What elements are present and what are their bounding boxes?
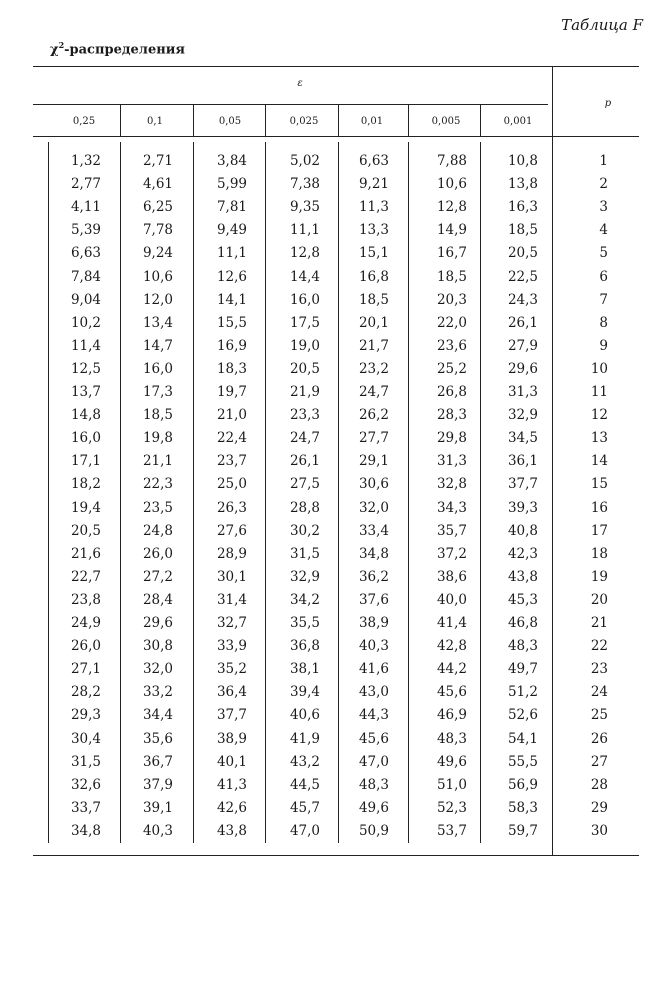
table-cell: 53,7 bbox=[436, 822, 467, 839]
p-value: 20 bbox=[590, 591, 608, 608]
table-cell: 39,3 bbox=[507, 499, 538, 516]
table-cell: 31,5 bbox=[289, 545, 320, 562]
table-cell: 26,1 bbox=[289, 453, 320, 470]
p-value: 19 bbox=[590, 568, 608, 585]
col-header-0-05: 0,05 bbox=[218, 116, 242, 127]
p-header: p bbox=[604, 98, 612, 109]
table-cell: 36,4 bbox=[216, 684, 247, 701]
table-cell: 43,0 bbox=[358, 684, 389, 701]
table-cell: 20,3 bbox=[436, 291, 467, 308]
table-cell: 16,0 bbox=[70, 430, 101, 447]
table-cell: 44,5 bbox=[289, 776, 320, 793]
col-header-0-1: 0,1 bbox=[147, 116, 163, 127]
table-cell: 29,8 bbox=[436, 430, 467, 447]
table-cell: 19,0 bbox=[289, 337, 320, 354]
col-header-0-25: 0,25 bbox=[72, 116, 96, 127]
header-col-separator bbox=[480, 104, 481, 136]
p-value: 23 bbox=[590, 661, 608, 678]
table-cell: 32,9 bbox=[289, 568, 320, 585]
header-col-separator bbox=[338, 104, 339, 136]
table-cell: 9,24 bbox=[142, 245, 173, 262]
table-cell: 24,8 bbox=[142, 522, 173, 539]
table-cell: 12,5 bbox=[70, 360, 101, 377]
p-value: 29 bbox=[590, 799, 608, 816]
table-cell: 40,6 bbox=[289, 707, 320, 724]
table-cell: 58,3 bbox=[507, 799, 538, 816]
table-cell: 21,7 bbox=[358, 337, 389, 354]
table-cell: 47,0 bbox=[358, 753, 389, 770]
p-value: 17 bbox=[590, 522, 608, 539]
table-cell: 24,7 bbox=[289, 430, 320, 447]
table-cell: 49,6 bbox=[358, 799, 389, 816]
body-col-separator bbox=[120, 142, 121, 843]
p-value: 16 bbox=[590, 499, 608, 516]
table-cell: 39,4 bbox=[289, 684, 320, 701]
table-cell: 12,8 bbox=[436, 199, 467, 216]
table-cell: 5,39 bbox=[70, 222, 101, 239]
table-cell: 9,35 bbox=[289, 199, 320, 216]
table-cell: 25,2 bbox=[436, 360, 467, 377]
table-cell: 26,2 bbox=[358, 407, 389, 424]
p-value: 15 bbox=[590, 476, 608, 493]
table-cell: 12,0 bbox=[142, 291, 173, 308]
table-cell: 52,3 bbox=[436, 799, 467, 816]
table-cell: 34,8 bbox=[358, 545, 389, 562]
table-cell: 20,5 bbox=[289, 360, 320, 377]
table-cell: 13,4 bbox=[142, 314, 173, 331]
table-cell: 21,0 bbox=[216, 407, 247, 424]
p-value: 30 bbox=[590, 822, 608, 839]
table-cell: 16,8 bbox=[358, 268, 389, 285]
table-cell: 32,6 bbox=[70, 776, 101, 793]
table-cell: 31,5 bbox=[70, 753, 101, 770]
table-cell: 14,1 bbox=[216, 291, 247, 308]
table-cell: 10,2 bbox=[70, 314, 101, 331]
table-cell: 15,1 bbox=[358, 245, 389, 262]
header-col-separator bbox=[120, 104, 121, 136]
table-cell: 42,3 bbox=[507, 545, 538, 562]
table-cell: 31,4 bbox=[216, 591, 247, 608]
table-cell: 26,0 bbox=[70, 638, 101, 655]
table-cell: 22,4 bbox=[216, 430, 247, 447]
table-cell: 34,5 bbox=[507, 430, 538, 447]
table-cell: 21,6 bbox=[70, 545, 101, 562]
table-cell: 28,2 bbox=[70, 684, 101, 701]
title-superscript: 2 bbox=[58, 40, 65, 50]
table-cell: 40,8 bbox=[507, 522, 538, 539]
table-cell: 4,61 bbox=[142, 176, 173, 193]
table-cell: 45,6 bbox=[358, 730, 389, 747]
p-value: 11 bbox=[590, 384, 608, 400]
table-cell: 18,5 bbox=[358, 291, 389, 308]
table-cell: 41,4 bbox=[436, 615, 467, 631]
table-cell: 32,0 bbox=[358, 499, 389, 516]
table-cell: 45,3 bbox=[507, 591, 538, 608]
table-cell: 35,2 bbox=[216, 661, 247, 678]
table-cell: 37,2 bbox=[436, 545, 467, 562]
table-cell: 25,0 bbox=[216, 476, 247, 493]
table-cell: 19,7 bbox=[216, 384, 247, 400]
header-bottom-rule bbox=[33, 136, 639, 137]
header-col-separator bbox=[193, 104, 194, 136]
table-cell: 34,8 bbox=[70, 822, 101, 839]
table-cell: 11,4 bbox=[70, 337, 101, 354]
table-cell: 32,7 bbox=[216, 615, 247, 631]
table-cell: 18,3 bbox=[216, 360, 247, 377]
table-cell: 7,38 bbox=[289, 176, 320, 193]
table-cell: 10,6 bbox=[436, 176, 467, 193]
table-cell: 48,3 bbox=[507, 638, 538, 655]
table-cell: 2,71 bbox=[142, 153, 173, 169]
table-cell: 40,3 bbox=[142, 822, 173, 839]
p-value: 24 bbox=[590, 684, 608, 701]
table-cell: 43,8 bbox=[216, 822, 247, 839]
table-cell: 36,7 bbox=[142, 753, 173, 770]
table-cell: 35,6 bbox=[142, 730, 173, 747]
table-cell: 41,6 bbox=[358, 661, 389, 678]
table-cell: 10,6 bbox=[142, 268, 173, 285]
table-cell: 26,1 bbox=[507, 314, 538, 331]
table-cell: 29,1 bbox=[358, 453, 389, 470]
table-cell: 11,3 bbox=[358, 199, 389, 216]
table-cell: 20,5 bbox=[507, 245, 538, 262]
p-value: 2 bbox=[599, 176, 608, 193]
table-cell: 13,3 bbox=[358, 222, 389, 239]
table-cell: 9,21 bbox=[358, 176, 389, 193]
table-cell: 18,5 bbox=[142, 407, 173, 424]
body-col-separator bbox=[408, 142, 409, 843]
table-cell: 35,7 bbox=[436, 522, 467, 539]
table-title bbox=[50, 40, 185, 57]
epsilon-header: ε bbox=[297, 78, 303, 89]
table-cell: 46,8 bbox=[507, 615, 538, 631]
table-cell: 19,8 bbox=[142, 430, 173, 447]
table-cell: 55,5 bbox=[507, 753, 538, 770]
col-header-0-01: 0,01 bbox=[360, 116, 384, 127]
table-cell: 36,8 bbox=[289, 638, 320, 655]
table-cell: 32,8 bbox=[436, 476, 467, 493]
table-cell: 33,9 bbox=[216, 638, 247, 655]
table-cell: 34,4 bbox=[142, 707, 173, 724]
table-cell: 23,6 bbox=[436, 337, 467, 354]
table-cell: 3,84 bbox=[216, 153, 247, 169]
table-cell: 36,2 bbox=[358, 568, 389, 585]
p-value: 27 bbox=[590, 753, 608, 770]
table-cell: 17,5 bbox=[289, 314, 320, 331]
table-cell: 48,3 bbox=[436, 730, 467, 747]
table-cell: 43,8 bbox=[507, 568, 538, 585]
table-cell: 35,5 bbox=[289, 615, 320, 631]
body-col-separator bbox=[265, 142, 266, 843]
table-cell: 20,1 bbox=[358, 314, 389, 331]
table-cell: 37,9 bbox=[142, 776, 173, 793]
table-cell: 17,3 bbox=[142, 384, 173, 400]
table-cell: 50,9 bbox=[358, 822, 389, 839]
table-cell: 7,88 bbox=[436, 153, 467, 169]
table-cell: 42,8 bbox=[436, 638, 467, 655]
table-cell: 16,7 bbox=[436, 245, 467, 262]
table-top-rule bbox=[33, 66, 639, 67]
table-cell: 13,8 bbox=[507, 176, 538, 193]
table-cell: 7,78 bbox=[142, 222, 173, 239]
table-cell: 38,9 bbox=[358, 615, 389, 631]
table-cell: 7,81 bbox=[216, 199, 247, 216]
table-cell: 41,3 bbox=[216, 776, 247, 793]
table-cell: 30,2 bbox=[289, 522, 320, 539]
table-cell: 21,9 bbox=[289, 384, 320, 400]
body-col-separator bbox=[480, 142, 481, 843]
table-cell: 34,2 bbox=[289, 591, 320, 608]
table-cell: 40,0 bbox=[436, 591, 467, 608]
table-cell: 43,2 bbox=[289, 753, 320, 770]
epsilon-underline bbox=[33, 104, 548, 105]
table-cell: 5,02 bbox=[289, 153, 320, 169]
p-value: 4 bbox=[599, 222, 608, 239]
p-value: 25 bbox=[590, 707, 608, 724]
table-cell: 54,1 bbox=[507, 730, 538, 747]
p-value: 10 bbox=[590, 360, 608, 377]
table-cell: 27,2 bbox=[142, 568, 173, 585]
title-chi: χ bbox=[50, 42, 59, 58]
table-bottom-rule bbox=[33, 855, 639, 856]
table-cell: 26,8 bbox=[436, 384, 467, 400]
header-col-separator bbox=[265, 104, 266, 136]
table-cell: 6,63 bbox=[70, 245, 101, 262]
p-value: 1 bbox=[599, 153, 608, 169]
table-cell: 32,0 bbox=[142, 661, 173, 678]
p-value: 12 bbox=[590, 407, 608, 424]
table-cell: 21,1 bbox=[142, 453, 173, 470]
p-value: 5 bbox=[599, 245, 608, 262]
table-cell: 48,3 bbox=[358, 776, 389, 793]
table-cell: 28,9 bbox=[216, 545, 247, 562]
table-cell: 39,1 bbox=[142, 799, 173, 816]
table-cell: 27,9 bbox=[507, 337, 538, 354]
p-value: 18 bbox=[590, 545, 608, 562]
table-cell: 14,7 bbox=[142, 337, 173, 354]
table-cell: 15,5 bbox=[216, 314, 247, 331]
table-cell: 47,0 bbox=[289, 822, 320, 839]
p-value: 8 bbox=[599, 314, 608, 331]
table-cell: 32,9 bbox=[507, 407, 538, 424]
table-cell: 18,5 bbox=[436, 268, 467, 285]
table-cell: 5,99 bbox=[216, 176, 247, 193]
table-cell: 28,8 bbox=[289, 499, 320, 516]
table-cell: 24,7 bbox=[358, 384, 389, 400]
p-value: 14 bbox=[590, 453, 608, 470]
table-cell: 24,3 bbox=[507, 291, 538, 308]
table-cell: 33,7 bbox=[70, 799, 101, 816]
table-cell: 38,1 bbox=[289, 661, 320, 678]
table-cell: 27,7 bbox=[358, 430, 389, 447]
table-cell: 27,6 bbox=[216, 522, 247, 539]
col-header-0-005: 0,005 bbox=[431, 116, 461, 127]
table-cell: 10,8 bbox=[507, 153, 538, 169]
table-cell: 49,6 bbox=[436, 753, 467, 770]
table-cell: 16,0 bbox=[142, 360, 173, 377]
table-cell: 4,11 bbox=[70, 199, 101, 216]
table-cell: 16,9 bbox=[216, 337, 247, 354]
p-value: 3 bbox=[599, 199, 608, 216]
table-cell: 27,5 bbox=[289, 476, 320, 493]
table-cell: 22,5 bbox=[507, 268, 538, 285]
body-left-border bbox=[48, 142, 49, 843]
table-cell: 23,2 bbox=[358, 360, 389, 377]
table-cell: 23,5 bbox=[142, 499, 173, 516]
body-col-separator bbox=[193, 142, 194, 843]
table-cell: 22,7 bbox=[70, 568, 101, 585]
table-cell: 42,6 bbox=[216, 799, 247, 816]
table-cell: 45,7 bbox=[289, 799, 320, 816]
p-value: 7 bbox=[599, 291, 608, 308]
page-label: Таблица F bbox=[561, 16, 643, 34]
table-cell: 38,6 bbox=[436, 568, 467, 585]
table-cell: 30,4 bbox=[70, 730, 101, 747]
table-cell: 56,9 bbox=[507, 776, 538, 793]
table-cell: 51,2 bbox=[507, 684, 538, 701]
table-cell: 41,9 bbox=[289, 730, 320, 747]
table-cell: 52,6 bbox=[507, 707, 538, 724]
table-cell: 7,84 bbox=[70, 268, 101, 285]
p-value: 26 bbox=[590, 730, 608, 747]
table-cell: 37,7 bbox=[216, 707, 247, 724]
table-cell: 18,5 bbox=[507, 222, 538, 239]
table-cell: 37,7 bbox=[507, 476, 538, 493]
table-cell: 29,3 bbox=[70, 707, 101, 724]
table-cell: 28,4 bbox=[142, 591, 173, 608]
table-cell: 28,3 bbox=[436, 407, 467, 424]
table-cell: 30,6 bbox=[358, 476, 389, 493]
table-cell: 22,3 bbox=[142, 476, 173, 493]
table-cell: 1,32 bbox=[70, 153, 101, 169]
table-cell: 30,8 bbox=[142, 638, 173, 655]
table-cell: 22,0 bbox=[436, 314, 467, 331]
table-cell: 16,0 bbox=[289, 291, 320, 308]
table-cell: 18,2 bbox=[70, 476, 101, 493]
table-cell: 16,3 bbox=[507, 199, 538, 216]
col-header-0-001: 0,001 bbox=[503, 116, 533, 127]
table-cell: 44,3 bbox=[358, 707, 389, 724]
table-cell: 59,7 bbox=[507, 822, 538, 839]
table-cell: 26,3 bbox=[216, 499, 247, 516]
table-cell: 45,6 bbox=[436, 684, 467, 701]
p-value: 13 bbox=[590, 430, 608, 447]
table-cell: 9,49 bbox=[216, 222, 247, 239]
table-cell: 12,6 bbox=[216, 268, 247, 285]
table-cell: 31,3 bbox=[507, 384, 538, 400]
table-cell: 14,4 bbox=[289, 268, 320, 285]
table-cell: 27,1 bbox=[70, 661, 101, 678]
p-column-separator bbox=[552, 66, 553, 855]
table-cell: 40,1 bbox=[216, 753, 247, 770]
table-cell: 30,1 bbox=[216, 568, 247, 585]
table-cell: 6,63 bbox=[358, 153, 389, 169]
table-cell: 12,8 bbox=[289, 245, 320, 262]
table-cell: 29,6 bbox=[507, 360, 538, 377]
col-header-0-025: 0,025 bbox=[289, 116, 319, 127]
table-cell: 11,1 bbox=[216, 245, 247, 262]
table-cell: 14,9 bbox=[436, 222, 467, 239]
table-cell: 19,4 bbox=[70, 499, 101, 516]
table-cell: 40,3 bbox=[358, 638, 389, 655]
table-cell: 11,1 bbox=[289, 222, 320, 239]
p-value: 9 bbox=[599, 337, 608, 354]
table-cell: 49,7 bbox=[507, 661, 538, 678]
table-cell: 6,25 bbox=[142, 199, 173, 216]
table-cell: 51,0 bbox=[436, 776, 467, 793]
p-value: 28 bbox=[590, 776, 608, 793]
table-cell: 33,2 bbox=[142, 684, 173, 701]
table-cell: 24,9 bbox=[70, 615, 101, 631]
table-cell: 33,4 bbox=[358, 522, 389, 539]
table-cell: 34,3 bbox=[436, 499, 467, 516]
table-cell: 20,5 bbox=[70, 522, 101, 539]
p-value: 22 bbox=[590, 638, 608, 655]
table-cell: 2,77 bbox=[70, 176, 101, 193]
table-cell: 29,6 bbox=[142, 615, 173, 631]
table-cell: 23,3 bbox=[289, 407, 320, 424]
table-cell: 26,0 bbox=[142, 545, 173, 562]
header-col-separator bbox=[408, 104, 409, 136]
table-cell: 38,9 bbox=[216, 730, 247, 747]
table-cell: 14,8 bbox=[70, 407, 101, 424]
title-text: -распределения bbox=[64, 42, 185, 58]
table-cell: 36,1 bbox=[507, 453, 538, 470]
table-cell: 44,2 bbox=[436, 661, 467, 678]
table-cell: 17,1 bbox=[70, 453, 101, 470]
table-cell: 9,04 bbox=[70, 291, 101, 308]
table-cell: 23,7 bbox=[216, 453, 247, 470]
table-cell: 37,6 bbox=[358, 591, 389, 608]
table-cell: 23,8 bbox=[70, 591, 101, 608]
p-value: 6 bbox=[599, 268, 608, 285]
p-value: 21 bbox=[590, 615, 608, 631]
table-cell: 13,7 bbox=[70, 384, 101, 400]
table-cell: 46,9 bbox=[436, 707, 467, 724]
table-cell: 31,3 bbox=[436, 453, 467, 470]
